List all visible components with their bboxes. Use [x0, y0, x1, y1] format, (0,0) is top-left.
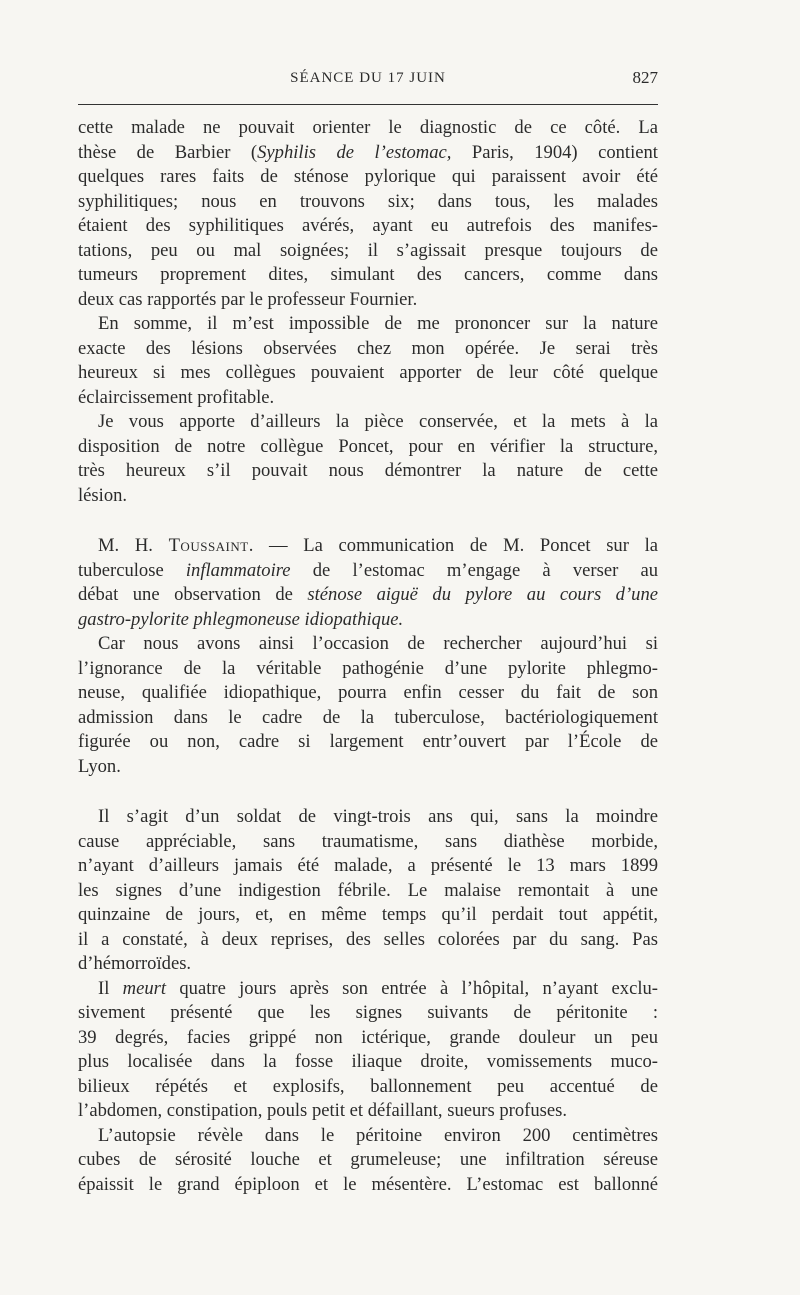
text-line: M. H. Toussaint. — La communication de M. Poncet sur la — [98, 535, 658, 556]
section-gap — [78, 779, 658, 805]
text-line: gastro-pylorite phlegmoneuse idiopathique. — [78, 608, 404, 630]
text-line: quinzaine de jours, et, en même temps qu’il perdait tout appétit, — [78, 904, 658, 925]
running-head: SÉANCE DU 17 JUIN — [290, 70, 446, 86]
text-line: cubes de sérosité louche et grumeleuse; une infiltration séreuse — [78, 1149, 658, 1170]
text-line: épaissit le grand épiploon et le mésentère. L’estomac est ballonné — [78, 1173, 658, 1195]
text-line: d’hémorroïdes. — [78, 953, 192, 974]
text-line: cette malade ne pouvait orienter le diagnostic de ce côté. La — [78, 117, 658, 138]
text-line: Je vous apporte d’ailleurs la pièce conservée, et la mets à la — [98, 411, 658, 432]
page-header — [78, 70, 658, 96]
text-line: quelques rares faits de sténose pylorique qui paraissent avoir été — [78, 166, 658, 187]
text-line: exacte des lésions observées chez mon opérée. Je serai très — [78, 337, 658, 359]
speaker-name: Toussaint — [168, 535, 249, 556]
text-line: tuberculose inflammatoire de l’estomac m’engage à verser au — [78, 559, 658, 581]
text-line: 39 degrés, facies grippé non ictérique, grande douleur un peu — [78, 1026, 658, 1048]
text-line: plus localisée dans la fosse iliaque droite, vomissements muco- — [78, 1051, 658, 1072]
text-line: l’ignorance de la véritable pathogénie d’une pylorite phlegmo- — [78, 657, 658, 679]
text-line: figurée ou non, cadre si largement entr’ouvert par l’École de — [78, 731, 658, 752]
text-line: lésion. — [78, 484, 128, 506]
text-line: sivement présenté que les signes suivants de péritonite : — [78, 1002, 658, 1023]
text-line: éclaircissement profitable. — [78, 386, 275, 408]
page-number: 827 — [632, 68, 658, 87]
text-line: syphilitiques; nous en trouvons six; dans tous, les malades — [78, 190, 658, 212]
text-line: tumeurs proprement dites, simulant des cancers, comme dans — [78, 264, 658, 285]
text-line: En somme, il m’est impossible de me prononcer sur la nature — [98, 313, 658, 334]
text-line: Il meurt quatre jours après son entrée à l’hôpital, n’ayant exclu- — [98, 977, 658, 999]
text-line: neuse, qualifiée idiopathique, pourra enfin cesser du fait de son — [78, 682, 658, 703]
text-line: heureux si mes collègues pouvaient apporter de leur côté quelque — [78, 362, 658, 383]
text-line: L’autopsie révèle dans le péritoine environ 200 centimètres — [98, 1124, 658, 1146]
text-line: Il s’agit d’un soldat de vingt-trois ans qui, sans la moindre — [98, 806, 658, 827]
text-line: disposition de notre collègue Poncet, pour en vérifier la structure, — [78, 435, 658, 457]
text-line: Lyon. — [78, 755, 121, 777]
header-rule — [78, 104, 658, 105]
text-line: thèse de Barbier (Syphilis de l’estomac, Paris, 1904) contient — [78, 141, 658, 163]
section-gap — [78, 508, 658, 534]
body-text — [78, 116, 658, 1197]
text-line: tations, peu ou mal soignées; il s’agissait presque toujours de — [78, 239, 658, 261]
text-line: les signes d’une indigestion fébrile. Le malaise remontait à une — [78, 879, 658, 901]
text-line: étaient des syphilitiques avérés, ayant eu autrefois des manifes- — [78, 215, 658, 236]
text-line: il a constaté, à deux reprises, des selles colorées par du sang. Pas — [78, 928, 658, 950]
text-line: l’abdomen, constipation, pouls petit et défaillant, sueurs profuses. — [78, 1100, 568, 1121]
text-line: très heureux s’il pouvait nous démontrer la nature de cette — [78, 460, 658, 481]
text-line: débat une observation de sténose aiguë du pylore au cours d’une — [78, 584, 658, 605]
text-line: cause appréciable, sans traumatisme, sans diathèse morbide, — [78, 830, 658, 852]
text-line: bilieux répétés et explosifs, ballonnement peu accentué de — [78, 1075, 658, 1097]
text-line: n’ayant d’ailleurs jamais été malade, a présenté le 13 mars 1899 — [78, 855, 658, 876]
text-line: Car nous avons ainsi l’occasion de rechercher aujourd’hui si — [98, 633, 658, 654]
text-line: deux cas rapportés par le professeur Fournier. — [78, 288, 418, 310]
text-line: admission dans le cadre de la tuberculose, bactériologiquement — [78, 706, 658, 728]
